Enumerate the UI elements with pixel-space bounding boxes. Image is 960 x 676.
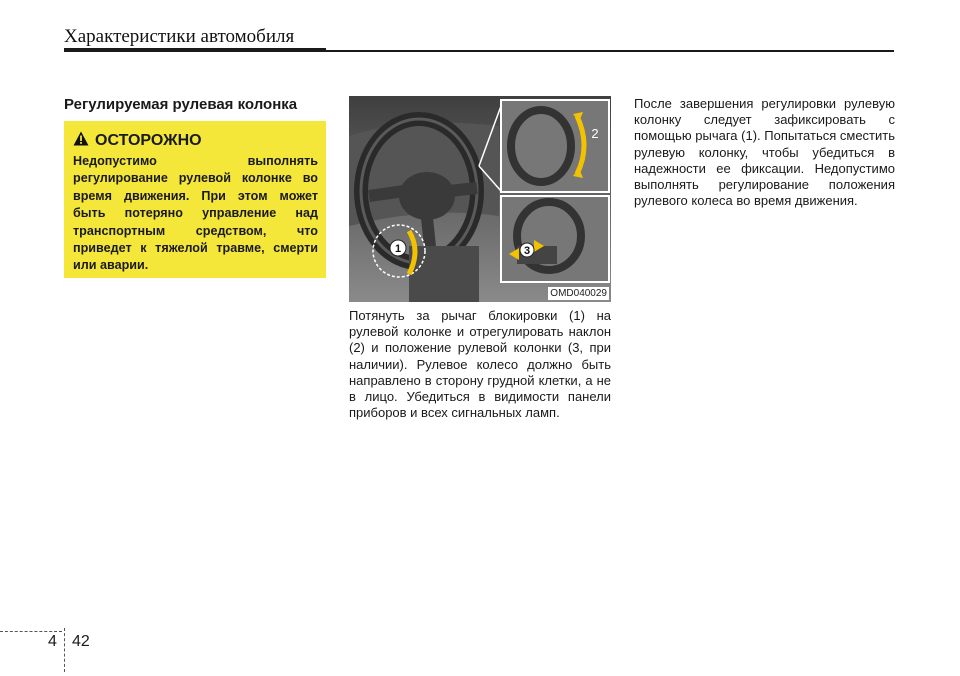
- figure-code: OMD040029: [550, 288, 607, 299]
- header-rule-thin: [326, 50, 894, 52]
- instructions-column-2: Потянуть за рычаг блокировки (1) на рулевой колонке и отрегулировать наклон (2) и положение рулевой колонки (3, при наличии). Рулевое колесо должно быть направлено в сторону грудной клетки, а не в лицо. Убедиться в видимости панели приборов и всех сигнальных ламп.: [349, 308, 611, 421]
- footer-rule: [0, 631, 62, 632]
- callout-3-label: 3: [523, 245, 531, 257]
- footer-page-number: 42: [72, 633, 90, 650]
- footer-chapter-number: 4: [48, 633, 57, 650]
- steering-wheel-illustration: [349, 96, 611, 302]
- warning-heading-row: [73, 131, 318, 151]
- header-title: Характеристики автомобиля: [64, 26, 295, 47]
- steering-column-figure: [349, 96, 611, 302]
- instructions-column-3: После завершения регулировки рулевую колонку следует зафиксировать с помощью рычага (1). Попытаться сместить рулевую колонку, чтобы убедиться в надежности ее фиксации. Недопустимо выполнять регулирование положения рулевого колеса во время движения.: [634, 96, 895, 209]
- warning-box: [64, 121, 326, 278]
- header-rule: [64, 48, 326, 52]
- callout-1-label: 1: [394, 243, 402, 255]
- warning-triangle-icon: [73, 131, 95, 151]
- callout-2-label: 2: [591, 126, 599, 141]
- footer-divider: [64, 628, 65, 672]
- warning-text: Недопустимо выполнять регулирование рулевой колонке во время движения. При этом может быть потеряно управление над транспортным средством, что приведет к тяжелой травме, смерти или аварии.: [73, 154, 318, 273]
- section-title: Регулируемая рулевая колонка: [64, 96, 298, 113]
- warning-heading: ОСТОРОЖНО: [95, 132, 202, 149]
